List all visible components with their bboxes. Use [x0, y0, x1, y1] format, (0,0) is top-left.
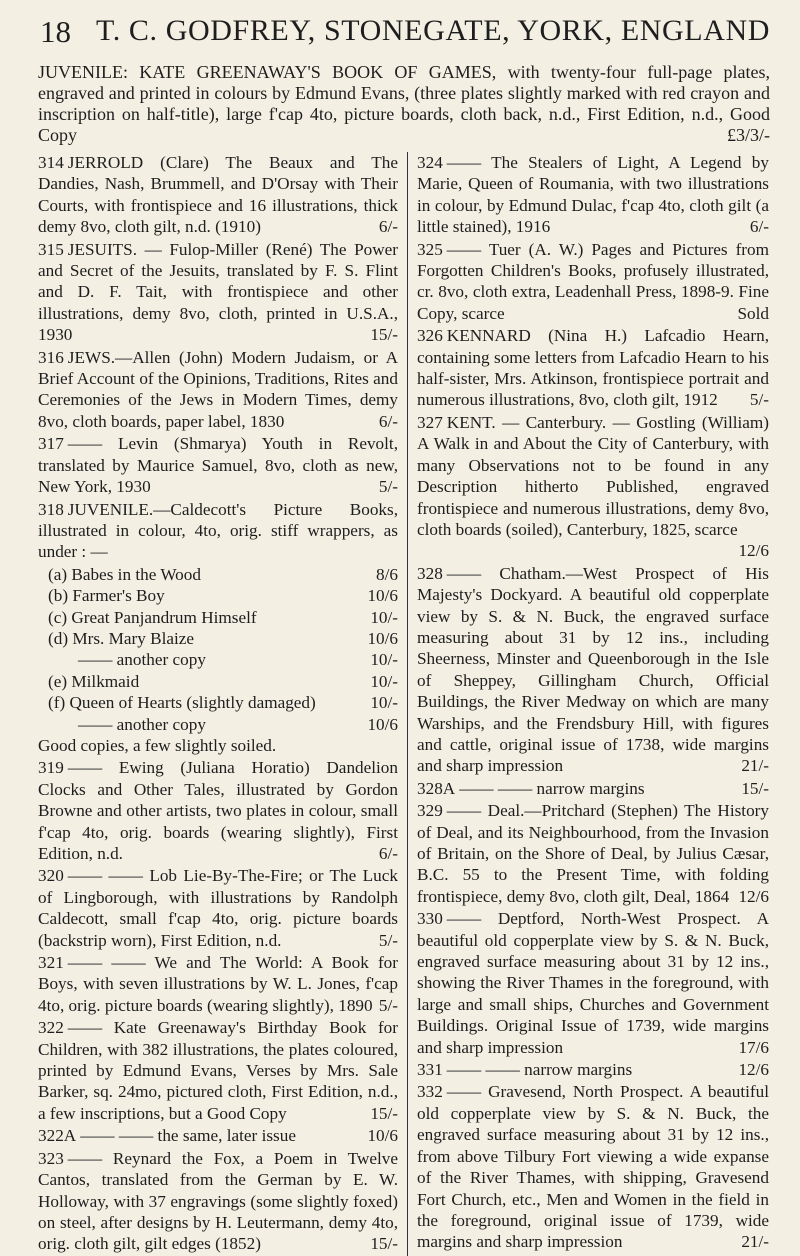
catalogue-entry — [38, 1017, 398, 1124]
catalogue-entry — [38, 865, 398, 951]
entry-price: 12/6 — [738, 541, 769, 561]
entry-number: 327 — [417, 412, 443, 432]
entry-text: KENNARD (Nina H.) Lafcadio Hearn, containing some letters from Lafcadio Hearn to his half-sister, Mrs. Atkinson, frontispiece portrait and numerous illustrations, 8vo, cloth gilt, 1912 — [417, 326, 769, 410]
entry-price: 6/- — [749, 217, 769, 237]
sub-item-label: (a) Babes in the Wood — [48, 564, 201, 584]
sub-item-price: 10/6 — [367, 586, 398, 606]
sub-item-price: 8/6 — [376, 564, 398, 584]
sub-item — [38, 714, 398, 735]
catalogue-entry — [38, 499, 398, 563]
right-column — [408, 152, 769, 1256]
catalogue-entry — [38, 152, 398, 238]
sub-item-label: (b) Farmer's Boy — [48, 586, 165, 606]
entry-number: 319 — [38, 758, 64, 778]
entry-price: 6/- — [378, 411, 398, 431]
sub-note: Good copies, a few slightly soiled. — [38, 735, 277, 755]
sub-item-price: 10/- — [370, 671, 398, 691]
left-entries-continued — [38, 757, 398, 1254]
catalogue-entry — [417, 800, 769, 907]
intro-text: with twenty-four full-page plates, engraved and printed in colours by Edmund Evans, (three plates slightly marked with red crayon and inscription on half-title), large f'cap 4to, picture boards, cloth back, n.d., First Edition, n.d., Good Copy — [38, 62, 770, 145]
entry-number: 318 — [38, 499, 64, 519]
entry-text: —— Levin (Shmarya) Youth in Revolt, translated by Maurice Samuel, 8vo, cloth as new, New York, 1930 — [38, 434, 398, 497]
entry-price: 6/- — [378, 217, 398, 237]
sub-item-label: (d) Mrs. Mary Blaize — [48, 628, 195, 648]
running-head: T. C. GODFREY, STONEGATE, YORK, ENGLAND — [96, 14, 770, 47]
intro-lead: JUVENILE: KATE GREENAWAY'S BOOK OF GAMES, — [38, 62, 497, 82]
entry-text: —— Deal.—Pritchard (Stephen) The History of Deal, and its Neighbourhood, from the Invasion of Britain, on the Shore of Deal, by Julius Cæsar, B.C. 55 to the Present Time, with folding frontispiece, demy 8vo, cloth gilt, Deal, 1864 — [417, 801, 769, 906]
entry-price: 5/- — [378, 477, 398, 497]
sub-item-list — [38, 564, 398, 735]
catalogue-entry — [417, 778, 769, 799]
sub-item — [38, 628, 398, 649]
sub-item — [38, 564, 398, 585]
entry-price: 5/- — [749, 390, 769, 410]
right-entries — [417, 152, 769, 1253]
entry-number: 324 — [417, 153, 443, 172]
sub-item — [38, 607, 398, 628]
entry-text: —— —— the same, later issue — [80, 1126, 296, 1146]
entry-number: 321 — [38, 953, 64, 973]
entry-text: —— The Stealers of Light, A Legend by Marie, Queen of Roumania, with two illustrations in colour, by Edmund Dulac, f'cap 4to, cloth gilt (a little stained), 1916 — [417, 153, 769, 237]
entry-text: —— Kate Greenaway's Birthday Book for Children, with 382 illustrations, the plates coloured, printed by Edmund Evans, Verses by Mrs. Sale Barker, sq. 24mo, pictured cloth, First Edition, n.d., a few inscriptions, but a Good Copy — [38, 1018, 398, 1123]
sub-item — [38, 585, 398, 606]
catalogue-columns — [38, 152, 770, 1256]
sub-item-price: 10/6 — [367, 628, 398, 648]
sub-item-price: 10/- — [370, 693, 398, 713]
entry-number: 320 — [38, 866, 64, 886]
entry-text: —— Gravesend, North Prospect. A beautiful old copperplate view by S. & N. Buck, the engraved surface measuring about 31 by 12 ins., from above Tilbury Fort viewing a wide expanse of the River Thames, with shipping, Gravesend Fort Church, etc., Men and Women in the field in the foreground, original issue of 1739, wide margins and sharp impression — [417, 1082, 769, 1252]
entry-price: 12/6 — [738, 1060, 769, 1080]
catalogue-entry — [417, 1059, 769, 1080]
entry-text: —— Chatham.—West Prospect of His Majesty's Dockyard. A beautiful old copperplate view by S. & N. Buck, the engraved surface measuring about 31 by 12 ins., including Sheerness, Minster and Queenborough in the Isle of Sheppey, Gillingham Church, Official Buildings, the River Medway on which are many Warships, and the Frendsbury Hill, with figures and cattle, original issue of 1738, wide margins and sharp impression — [417, 563, 769, 776]
entry-number: 323 — [38, 1148, 64, 1168]
sub-item — [38, 692, 398, 713]
entry-price: 21/- — [741, 756, 769, 776]
entry-text: JEWS.—Allen (John) Modern Judaism, or A Brief Account of the Opinions, Traditions, Rites and Ceremonies of the Jews in Modern Times, demy 8vo, cloth boards, paper label, 1830 — [38, 347, 398, 431]
catalogue-entry — [38, 1125, 398, 1146]
catalogue-entry — [417, 908, 769, 1058]
entry-text: —— Reynard the Fox, a Poem in Twelve Cantos, translated from the German by E. W. Holloway, with 37 engravings (some slightly foxed) on steel, after designs by H. Leutermann, demy 4to, orig. cloth gilt, gilt edges (1852) — [38, 1148, 398, 1254]
catalogue-entry — [38, 347, 398, 433]
sub-item — [38, 649, 398, 670]
entry-text: JERROLD (Clare) The Beaux and The Dandies, Nash, Brummell, and D'Orsay with Their Courts, with frontispiece and 16 illustrations, thick demy 8vo, cloth gilt, n.d. (1910) — [38, 153, 398, 237]
entry-number: 330 — [417, 909, 443, 929]
entry-text: —— Ewing (Juliana Horatio) Dandelion Clocks and Other Tales, illustrated by Gordon Browne and other artists, two plates in colour, small f'cap 4to, orig. boards (wearing slightly), First Edition, n.d. — [38, 758, 398, 863]
catalogue-entry — [38, 433, 398, 497]
entry-text: —— —— narrow margins — [446, 1060, 633, 1080]
sub-item-label: —— another copy — [78, 650, 206, 670]
entry-price: 6/- — [378, 844, 398, 863]
entry-number: 325 — [417, 239, 443, 259]
entry-text: —— —— We and The World: A Book for Boys, with seven illustrations by W. L. Jones, f'cap 4to, orig. picture boards (wearing slightly), 1890 — [38, 953, 398, 1015]
entry-price: 15/- — [741, 778, 769, 798]
catalogue-entry — [38, 757, 398, 864]
sub-item-label: (e) Milkmaid — [48, 671, 140, 691]
entry-price: 10/6 — [367, 1126, 398, 1146]
sub-item-price: 10/6 — [367, 714, 398, 734]
sub-item-price: 10/- — [370, 650, 398, 670]
sub-item-price: 10/- — [370, 607, 398, 627]
entry-number: 317 — [38, 434, 64, 454]
entry-number: 315 — [38, 239, 64, 259]
sub-item-label: (f) Queen of Hearts (slightly damaged) — [48, 693, 316, 713]
entry-number: 328 — [417, 563, 443, 583]
entry-text: KENT. — Canterbury. — Gostling (William) A Walk in and About the City of Canterbury, with many Observations not to be found in any Description hitherto Published, engraved frontispiece and numerous illustrations, demy 8vo, cloth boards (soiled), Canterbury, 1825, scarce — [417, 412, 769, 539]
entry-text: JUVENILE.—Caldecott's Picture Books, illustrated in colour, 4to, orig. stiff wrappers, as under : — — [38, 499, 398, 562]
entry-price: 15/- — [370, 1234, 398, 1254]
sub-item-label: —— another copy — [78, 714, 206, 734]
entry-text: —— Tuer (A. W.) Pages and Pictures from Forgotten Children's Books, profusely illustrated, cr. 8vo, cloth extra, Leadenhall Press, 1898-9. Fine Copy, scarce — [417, 239, 769, 323]
left-entries — [38, 152, 398, 563]
entry-number: 326 — [417, 326, 443, 346]
entry-price: 5/- — [378, 930, 398, 950]
catalogue-entry — [38, 1148, 398, 1255]
catalogue-entry — [417, 563, 769, 777]
sub-item — [38, 671, 398, 692]
page-number: 18 — [40, 14, 71, 49]
catalogue-entry — [417, 152, 769, 238]
catalogue-entry — [417, 325, 769, 411]
catalogue-entry — [38, 239, 398, 346]
entry-number: 314 — [38, 153, 64, 172]
entry-number: 322A — [38, 1126, 77, 1146]
entry-number: 329 — [417, 801, 443, 821]
page-header — [38, 0, 770, 50]
catalogue-entry — [417, 239, 769, 325]
entry-price: Sold — [737, 303, 769, 323]
entry-price: 5/- — [378, 995, 398, 1015]
left-column — [38, 152, 408, 1256]
entry-price: 21/- — [741, 1232, 769, 1252]
entry-price: 12/6 — [738, 886, 769, 906]
entry-price: 17/6 — [738, 1037, 769, 1057]
intro-price: £3/3/- — [727, 125, 770, 145]
entry-number: 332 — [417, 1082, 443, 1102]
entry-number: 322 — [38, 1018, 64, 1038]
catalogue-entry — [417, 412, 769, 562]
entry-text: JESUITS. — Fulop-Miller (René) The Power and Secret of the Jesuits, translated by F. S. Flint and D. F. Tait, with frontispiece and other illustrations, demy 8vo, cloth, printed in U.S.A., 1930 — [38, 239, 398, 345]
entry-text: —— —— Lob Lie-By-The-Fire; or The Luck of Lingborough, with illustrations by Randolph Caldecott, small f'cap 4to, orig. picture boards (backstrip worn), First Edition, n.d. — [38, 866, 398, 950]
catalogue-entry — [417, 1081, 769, 1252]
entry-number: 331 — [417, 1060, 443, 1080]
sub-item-label: (c) Great Panjandrum Himself — [48, 607, 257, 627]
entry-number: 316 — [38, 347, 64, 367]
entry-text: —— Deptford, North-West Prospect. A beautiful old copperplate view by S. & N. Buck, engraved surface measuring about 31 by 12 ins., showing the River Thames in the foreground, with large and small ships, Churches and Government Buildings. Original Issue of 1739, wide margins and sharp impression — [417, 909, 769, 1057]
entry-number: 328A — [417, 778, 456, 798]
entry-price: 15/- — [370, 1103, 398, 1123]
entry-text: —— —— narrow margins — [459, 778, 645, 798]
entry-price: 15/- — [370, 325, 398, 345]
catalogue-entry — [38, 952, 398, 1016]
